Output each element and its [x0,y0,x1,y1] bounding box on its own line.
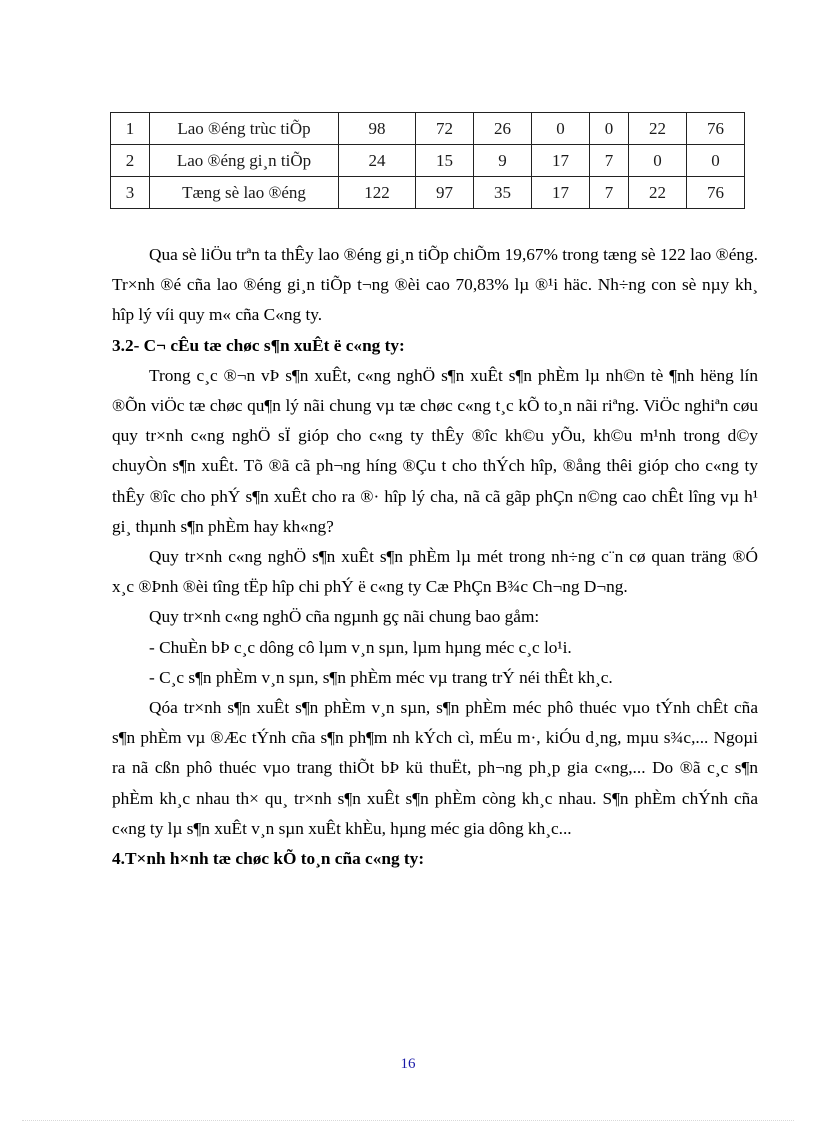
table-cell: 15 [415,145,473,177]
list-item: - C¸c s¶n phÈm v¸n sµn, s¶n phÈm méc vµ trang trÝ néi thÊt kh¸c. [149,667,613,687]
row-number: 3 [111,177,150,209]
table-cell: 22 [628,113,686,145]
table-cell: 72 [415,113,473,145]
row-label: Tæng sè lao ®éng [150,177,339,209]
paragraph-process-intro: Quy tr×nh c«ng nghÖ cña ngµnh gç nãi chung bao gåm: [149,607,540,627]
table-cell: 0 [531,113,589,145]
table-cell: 17 [531,145,589,177]
table-cell: 7 [589,145,628,177]
table-cell: 7 [589,177,628,209]
labor-table [110,112,745,209]
footer-divider [22,1120,794,1121]
section-heading-3-2: 3.2- C¬ cÊu tæ chøc s¶n xuÊt ë c«ng ty: [112,335,405,355]
table-cell: 76 [686,113,744,145]
table-cell: 0 [628,145,686,177]
paragraph-summary: Qua sè liÖu trªn ta thÊy lao ®éng gi¸n tiÕp chiÕm 19,67% trong tæng sè 122 lao ®éng. Tr×nh ®é cña lao ®éng gi¸n tiÕp t¬ng ®èi cao 70,83% lµ ®¹i häc. Nh÷ng con sè nµy kh¸ hîp lý víi quy m« cña C«ng ty. [112,245,758,325]
table-row [111,145,745,177]
row-label: Lao ®éng trùc tiÕp [150,113,339,145]
table-cell: 0 [686,145,744,177]
table-cell: 98 [339,113,416,145]
table-cell: 0 [589,113,628,145]
table-cell: 76 [686,177,744,209]
section-heading-4: 4.T×nh h×nh tæ chøc kÕ to¸n cña c«ng ty: [112,849,425,869]
row-number: 2 [111,145,150,177]
table-cell: 122 [339,177,416,209]
table-row [111,113,745,145]
table-cell: 35 [473,177,531,209]
page-number: 16 [400,1056,416,1072]
row-number: 1 [111,113,150,145]
table-cell: 24 [339,145,416,177]
body-text [112,240,758,874]
table-cell: 9 [473,145,531,177]
table-cell: 26 [473,113,531,145]
table-row [111,177,745,209]
paragraph-technology: Trong c¸c ®¬n vÞ s¶n xuÊt, c«ng nghÖ s¶n xuÊt s¶n phÈm lµ nh©n tè ¶nh hëng lín ®Õn viÖc tæ chøc qu¶n lý nãi chung vµ tæ chøc c«ng t¸c kÕ to¸n nãi riªng. ViÖc nghiªn cøu quy tr×nh c«ng nghÖ sÏ gióp cho c«ng ty thÊy ®îc kh©u yÕu, kh©u m¹nh trong d©y chuyÒn s¶n xuÊt. Tõ ®ã cã ph¬ng híng ®Çu t cho thÝch hîp, ®ång thêi gióp cho c«ng ty thÊy ®îc cho phÝ s¶n xuÊt cho ra ®· hîp lý cha, nã cã gãp phÇn n©ng cao chÊt lîng vµ h¹ gi¸ thµnh s¶n phÈm hay kh«ng? [112,365,758,536]
paragraph-production: Qóa tr×nh s¶n xuÊt s¶n phÈm v¸n sµn, s¶n phÈm méc phô thuéc vµo tÝnh chÊt cña s¶n phÈm vµ ®Æc tÝnh cña s¶n ph¶m nh kÝch cì, mÉu m·, kiÓu d¸ng, mµu s¾c,... Ngoµi ra nã cßn phô thuéc vµo trang thiÕt bÞ kü thuËt, ph¬ng ph¸p gia c«ng,... Do ®ã c¸c s¶n phÈm kh¸c nhau th× qu¸ tr×nh s¶n xuÊt s¶n phÈm còng kh¸c nhau. S¶n phÈm chÝnh cña c«ng ty lµ s¶n xuÊt v¸n sµn xuÊt khÈu, hµng méc gia dông kh¸c... [112,698,758,838]
row-label: Lao ®éng gi¸n tiÕp [150,145,339,177]
paragraph-process: Quy tr×nh c«ng nghÖ s¶n xuÊt s¶n phÈm lµ mét trong nh÷ng c¨n cø quan träng ®Ó x¸c ®Þnh ®èi tîng tËp hîp chi phÝ ë c«ng ty Cæ PhÇn B¾c Ch¬ng D¬ng. [112,547,758,597]
table-cell: 17 [531,177,589,209]
list-item: - ChuÈn bÞ c¸c dông cô lµm v¸n sµn, lµm hµng méc c¸c lo¹i. [149,637,572,657]
table-cell: 22 [628,177,686,209]
table-cell: 97 [415,177,473,209]
